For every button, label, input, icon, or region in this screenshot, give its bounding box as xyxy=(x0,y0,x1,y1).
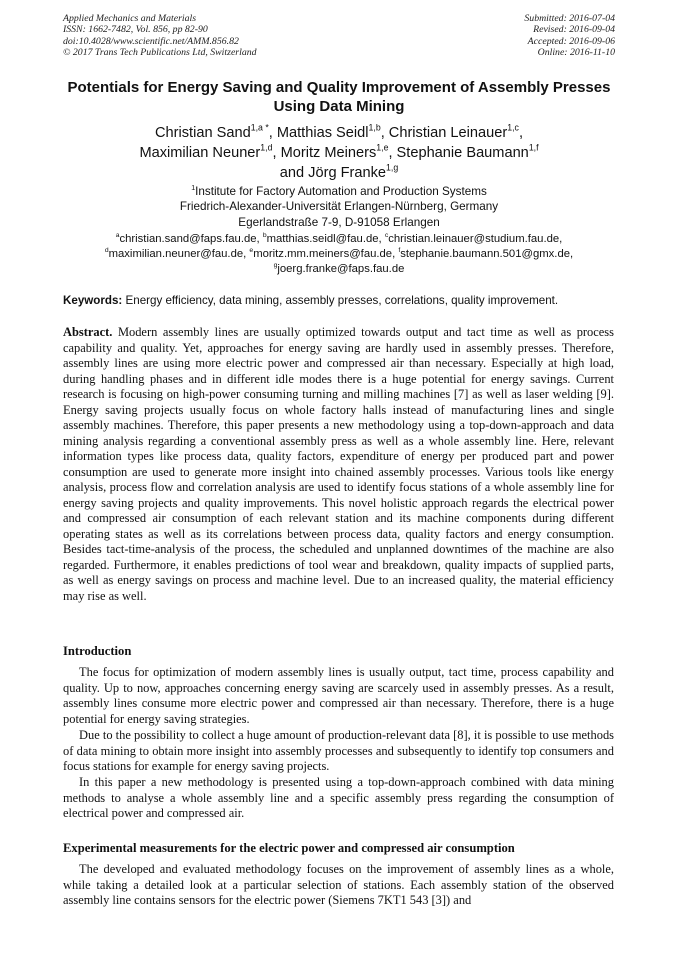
author-emails xyxy=(60,232,618,277)
keywords-label: Keywords: xyxy=(63,294,123,307)
author: Stephanie Baumann$^{1,f}$ xyxy=(396,142,539,161)
abstract xyxy=(63,325,614,604)
date-revised: Revised: 2016-09-04 xyxy=(533,24,615,36)
paper-title: Potentials for Energy Saving and Quality Improvement of Assembly Presses Using Data Mining xyxy=(67,79,611,115)
journal-name: Applied Mechanics and Materials xyxy=(63,13,197,24)
email-link[interactable]: $^e$moritz.mm.meiners@fau.de, xyxy=(249,246,399,260)
date-online: Online: 2016-11-10 xyxy=(537,46,615,58)
institute-name: Institute for Factory Automation and Production Systems xyxy=(195,185,487,198)
journal-metadata xyxy=(63,13,257,58)
email-link[interactable]: $^d$maximilian.neuner@fau.de, xyxy=(104,246,250,260)
keywords xyxy=(63,293,618,308)
date-submitted: Submitted: 2016-07-04 xyxy=(524,13,615,24)
keywords-text: Energy efficiency, data mining, assembly presses, correlations, quality improvement. xyxy=(125,294,559,307)
author: Moritz Meiners$^{1,e}$, xyxy=(280,142,397,161)
address: Egerlandstraße 7-9, D-91058 Erlangen xyxy=(238,215,440,229)
abstract-label: Abstract. xyxy=(63,325,113,339)
affiliation: $^1$Institute for Factory Automation and Production Systems Friedrich-Alexander-Universität Erlangen-Nürnberg, Germany Egerlandstraße 7-9, D-91058 Erlangen xyxy=(60,184,618,230)
date-accepted: Accepted: 2016-09-06 xyxy=(527,35,615,47)
author: Christian Leinauer$^{1,c}$, xyxy=(388,122,523,141)
copyright: © 2017 Trans Tech Publications Ltd, Switzerland xyxy=(63,46,257,58)
section-heading-experimental: Experimental measurements for the electric power and compressed air consumption xyxy=(63,841,515,855)
issn-volume: ISSN: 1662-7482, Vol. 856, pp 82-90 xyxy=(63,24,208,36)
author: Maximilian Neuner$^{1,d}$, xyxy=(139,142,281,161)
author-list xyxy=(60,123,618,183)
abstract-text: Modern assembly lines are usually optimized towards output and tact time as well as process capability and quality. Yet, approaches for energy saving are hardly used in assembly presses. Therefore, assembly lines are using more electric power and compressed air than necessary. Especially at high load, during handling phases and in different idle modes there is a huge potential for energy savings. Current research is focusing on high-power consuming turning and milling machines [7] as well as laser welding [9]. Energy saving projects usually focus on whole factory halls instead of manufacturing lines and single assembly machines. Therefore, this paper presents a new methodology using a top-down-approach and data mining analysis regarding a conventional assembly press as well as a whole assembly line. Here, relevant information types like process data, quality factors, expenditure of energy per produced part and power consumption are used to generate more insight into chained assembly processes. Various tools like energy analysis, process flow and correlation analysis are used to identify focus stations of a whole assembly line for energy saving projects and quality improvements. This novel holistic approach regards the electrical power and compressed air consumption of each relevant station and its machine components during different operating states as well as its correlations between process data, quality factors and energy consumption. Besides tact-time-analysis of the process, the scheduled and unplanned downtimes of the machine are also regarded. Furthermore, it enables predictions of tool wear and breakdown, quality impacts of supplied parts, as well as energy savings on process and machine level. Due to an increased quality, the material efficiency may rise as well. xyxy=(63,325,614,603)
paragraph: In this paper a new methodology is presented using a top-down-approach combined with data mining methods to analyse a whole assembly line and a specific assembly press regarding the consumption of electrical power and compressed air. xyxy=(63,775,614,820)
university-name: Friedrich-Alexander-Universität Erlangen-Nürnberg, Germany xyxy=(179,200,499,214)
email-link[interactable]: $^a$christian.sand@faps.fau.de, xyxy=(115,231,263,245)
paragraph: The focus for optimization of modern assembly lines is usually output, tact time, process capability and quality. Up to now, approaches concerning energy saving are scarcely used in assembly presses. As a result, assembly lines consume more electric power and compressed air than necessary. Therefore, there is a huge potential for energy saving strategies. xyxy=(63,665,614,726)
email-link[interactable]: $^f$stephanie.baumann.501@gmx.de, xyxy=(398,246,574,260)
section-heading-introduction: Introduction xyxy=(63,644,132,658)
email-link[interactable]: $^b$matthias.seidl@fau.de, xyxy=(262,231,385,245)
email-link[interactable]: $^c$christian.leinauer@studium.fau.de, xyxy=(384,231,563,245)
publication-dates xyxy=(524,13,615,58)
author: Matthias Seidl$^{1,b}$, xyxy=(276,122,389,141)
author: Christian Sand$^{1,a *}$, xyxy=(155,122,277,141)
paragraph: Due to the possibility to collect a huge amount of production-relevant data [8], it is possible to use methods of data mining to obtain more insight into assembly processes and subsequently to identify top consumers and focus stations for example for energy saving projects. xyxy=(63,728,614,773)
doi-link[interactable]: doi:10.4028/www.scientific.net/AMM.856.82 xyxy=(63,35,239,47)
email-link[interactable]: $^g$joerg.franke@faps.fau.de xyxy=(273,261,405,275)
paragraph: The developed and evaluated methodology focuses on the improvement of assembly lines as a whole, while taking a detailed look at a particular selection of stations. Each assembly station of the observed assembly line contains sensors for the electric power (Siemens 7KT1 543 [3]) and xyxy=(63,862,614,907)
author: and Jörg Franke$^{1,g}$ xyxy=(279,162,399,181)
